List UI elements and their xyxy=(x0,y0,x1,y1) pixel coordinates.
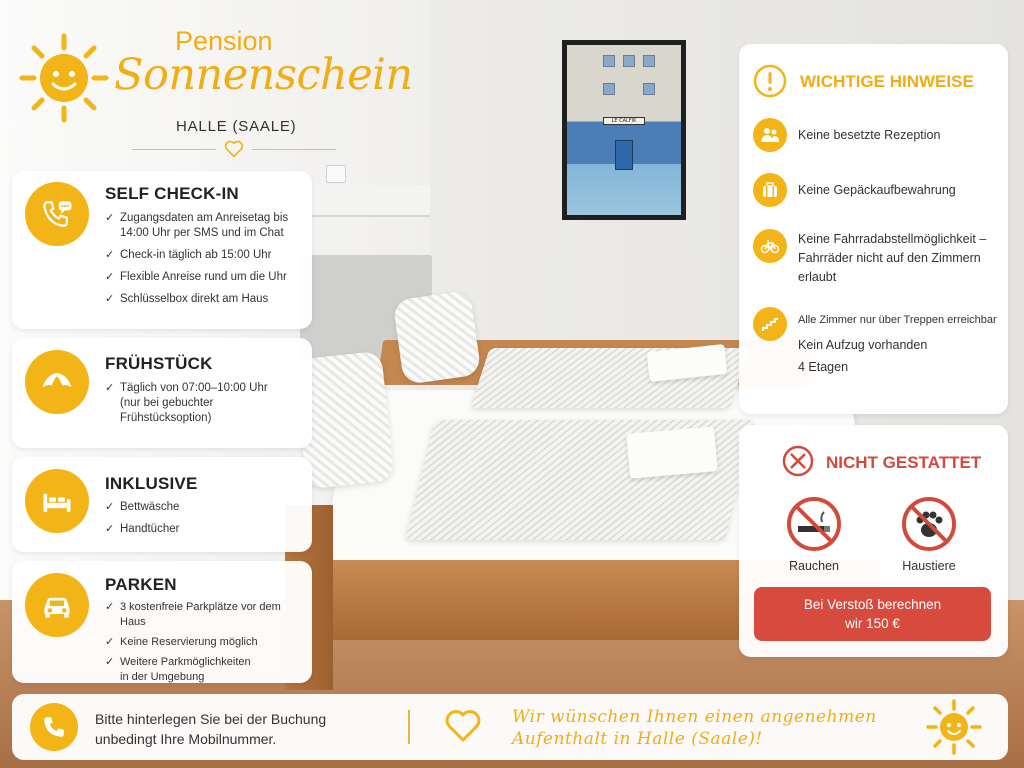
penalty-notice xyxy=(754,587,991,641)
luggage-icon xyxy=(753,173,787,207)
list-item: ✓ Weitere Parkmöglichkeiten in der Umgebung xyxy=(105,655,255,685)
card-title: SELF CHECK-IN xyxy=(105,184,239,203)
brand-city: HALLE (SAALE) xyxy=(176,118,297,135)
footer-wish xyxy=(512,706,877,750)
card-title: PARKEN xyxy=(105,575,177,594)
not-allowed-title: NICHT GESTATTET xyxy=(826,453,982,472)
note-text: Kein Aufzug vorhanden xyxy=(798,338,928,352)
card-self-checkin xyxy=(12,171,312,329)
list-item: ✓ Bettwäsche xyxy=(105,500,285,515)
note-text: Keine besetzte Rezeption xyxy=(798,128,941,142)
sun-logo-icon xyxy=(18,32,110,124)
prohibited-icon xyxy=(781,444,815,478)
footer-phone-note xyxy=(95,709,326,749)
penalty-line: wir 150 € xyxy=(845,616,900,631)
notes-title: WICHTIGE HINWEISE xyxy=(800,72,974,91)
heart-icon xyxy=(444,708,482,744)
list-item: ✓ Täglich von 07:00–10:00 Uhr (nur bei gebuchter Frühstücksoption) xyxy=(105,381,285,426)
note-text: Keine Gepäckaufbewahrung xyxy=(798,183,956,197)
bicycle-icon xyxy=(753,229,787,263)
list-item: ✓ Check-in täglich ab 15:00 Uhr xyxy=(105,248,305,263)
sun-icon xyxy=(925,698,983,756)
card-title: FRÜHSTÜCK xyxy=(105,354,213,373)
croissant-icon xyxy=(25,350,89,414)
wall-poster xyxy=(562,40,686,220)
footer-phone-line: Bitte hinterlegen Sie bei der Buchung xyxy=(95,711,327,727)
pets-label: Haustiere xyxy=(902,559,956,573)
card-breakfast xyxy=(12,338,312,448)
divider xyxy=(252,149,336,150)
card-parking xyxy=(12,561,312,683)
note-text: 4 Etagen xyxy=(798,360,849,374)
brand-pension: Pension xyxy=(175,26,273,56)
list-item: ✓ Schlüsselbox direkt am Haus xyxy=(105,292,305,307)
poster-sign: LE CALFIK xyxy=(603,117,645,125)
footer-wish-line: Wir wünschen Ihnen einen angenehmen xyxy=(512,707,877,727)
penalty-line: Bei Verstoß berechnen xyxy=(803,597,942,612)
note-text: Alle Zimmer nur über Treppen erreichbar xyxy=(798,314,997,326)
list-item: ✓ 3 kostenfreie Parkplätze vor dem Haus xyxy=(105,600,305,630)
card-important-notes xyxy=(739,44,1008,414)
heart-icon xyxy=(224,140,244,158)
bed-icon xyxy=(25,469,89,533)
phone-chat-icon xyxy=(25,182,89,246)
phone-icon xyxy=(30,703,78,751)
list-item: ✓ Flexible Anreise rund um die Uhr xyxy=(105,270,305,285)
list-item: ✓ Keine Reservierung möglich xyxy=(105,635,305,650)
towel xyxy=(626,426,718,478)
stairs-icon xyxy=(753,307,787,341)
divider xyxy=(408,710,410,744)
card-inclusive xyxy=(12,457,312,552)
brand-header xyxy=(0,0,413,170)
car-icon xyxy=(25,573,89,637)
smoking-label: Rauchen xyxy=(788,559,840,573)
footer-bar xyxy=(12,694,1008,760)
card-title: INKLUSIVE xyxy=(105,474,198,493)
brand-name: Sonnenschein xyxy=(114,50,413,100)
no-pets-icon xyxy=(901,496,957,552)
pillow xyxy=(392,290,481,385)
no-smoking-icon xyxy=(786,496,842,552)
list-item: ✓ Handtücher xyxy=(105,522,285,537)
poster-door xyxy=(615,140,633,170)
warning-icon xyxy=(753,64,787,98)
note-text: Keine Fahrradabstellmöglichkeit – Fahrräder nicht auf den Zimmern erlaubt xyxy=(798,232,987,284)
footer-wish-line: Aufenthalt in Halle (Saale)! xyxy=(512,729,763,749)
divider xyxy=(132,149,216,150)
people-icon xyxy=(753,118,787,152)
headboard-shelf xyxy=(300,185,430,217)
footer-phone-line: unbedingt Ihre Mobilnummer. xyxy=(95,731,277,747)
list-item: ✓ Zugangsdaten am Anreisetag bis 14:00 Uhr per SMS und im Chat xyxy=(105,211,305,241)
